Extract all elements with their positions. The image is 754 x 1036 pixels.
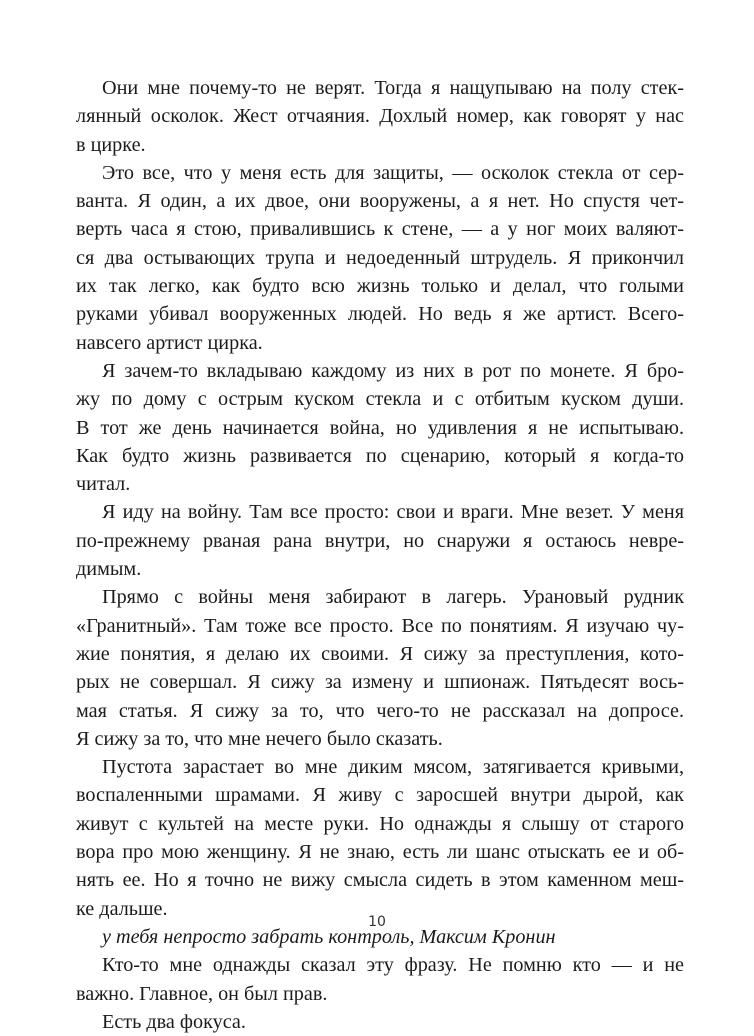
text-line: рых не совершал. Я сижу за измену и шпионаж. Пятьдесят вось- — [76, 671, 684, 694]
text-line: жие понятия, я делаю их своими. Я сижу за преступления, кото- — [76, 642, 684, 665]
text-line: жу по дому с острым куском стекла и с отбитым куском души. — [76, 388, 684, 411]
text-line: воспаленными шрамами. Я живу с заросшей внутри дырой, как — [76, 784, 684, 807]
text-line: руками убивал вооруженных людей. Но ведь я же артист. Всего- — [76, 303, 684, 326]
page-number: 10 — [368, 914, 386, 930]
text-line: «Гранитный». Там тоже все просто. Все по понятиям. Я изучаю чу- — [76, 614, 684, 637]
text-line: Прямо с войны меня забирают в лагерь. Урановый рудник — [102, 586, 684, 609]
text-line: читал. — [76, 473, 131, 496]
text-line: Пустота зарастает во мне диким мясом, затягивается кривыми, — [102, 756, 684, 779]
text-line: мая статья. Я сижу за то, что чего-то не рассказал на допросе. — [76, 699, 684, 722]
text-line: Я зачем-то вкладываю каждому из них в рот по монете. Я бро- — [102, 359, 684, 382]
text-line: их так легко, как будто всю жизнь только и делал, что голыми — [76, 275, 684, 298]
text-line: верть часа я стою, привалившись к стене, — а у ног моих валяют- — [76, 218, 684, 241]
text-line: Я иду на войну. Там все просто: свои и враги. Мне везет. У меня — [102, 501, 684, 524]
text-line: Есть два фокуса. — [102, 1010, 246, 1033]
text-line: ся два остывающих трупа и недоеденный штрудель. Я прикончил — [76, 246, 684, 269]
text-line: навсего артист цирка. — [76, 331, 263, 354]
text-line: лянный осколок. Жест отчаяния. Дохлый номер, как говорят у нас — [76, 105, 684, 128]
text-line: ванта. Я один, а их двое, они вооружены, а я нет. Но спустя чет- — [76, 190, 684, 213]
text-line: нять ее. Но я точно не вижу смысла сидеть в этом каменном меш- — [76, 869, 684, 892]
text-line: Я сижу за то, что мне нечего было сказать. — [76, 727, 443, 750]
text-line: Кто-то мне однажды сказал эту фразу. Не помню кто — и не — [102, 954, 684, 977]
text-line: димым. — [76, 558, 142, 581]
text-line: по-прежнему рваная рана внутри, но снаружи я остаюсь невре- — [76, 529, 684, 552]
text-line: вора про мою женщину. Я не знаю, есть ли шанс отыскать ее и об- — [76, 841, 684, 864]
text-line: Как будто жизнь развивается по сценарию, который я когда-то — [76, 444, 684, 467]
text-line: Они мне почему-то не верят. Тогда я нащупываю на полу стек- — [102, 77, 684, 99]
text-line: в цирке. — [76, 133, 146, 156]
text-line: ке дальше. — [76, 897, 168, 920]
body-text — [76, 74, 684, 1036]
text-line: В тот же день начинается война, но удивления я не испытываю. — [76, 416, 684, 439]
text-line: живут с культей на месте руки. Но однажды я слышу от старого — [76, 812, 684, 835]
text-line: важно. Главное, он был прав. — [76, 982, 328, 1005]
italic-quote-line: у тебя непросто забрать контроль, Максим Кронин — [102, 925, 556, 948]
text-line: Это все, что у меня есть для защиты, — осколок стекла от сер- — [102, 161, 684, 184]
